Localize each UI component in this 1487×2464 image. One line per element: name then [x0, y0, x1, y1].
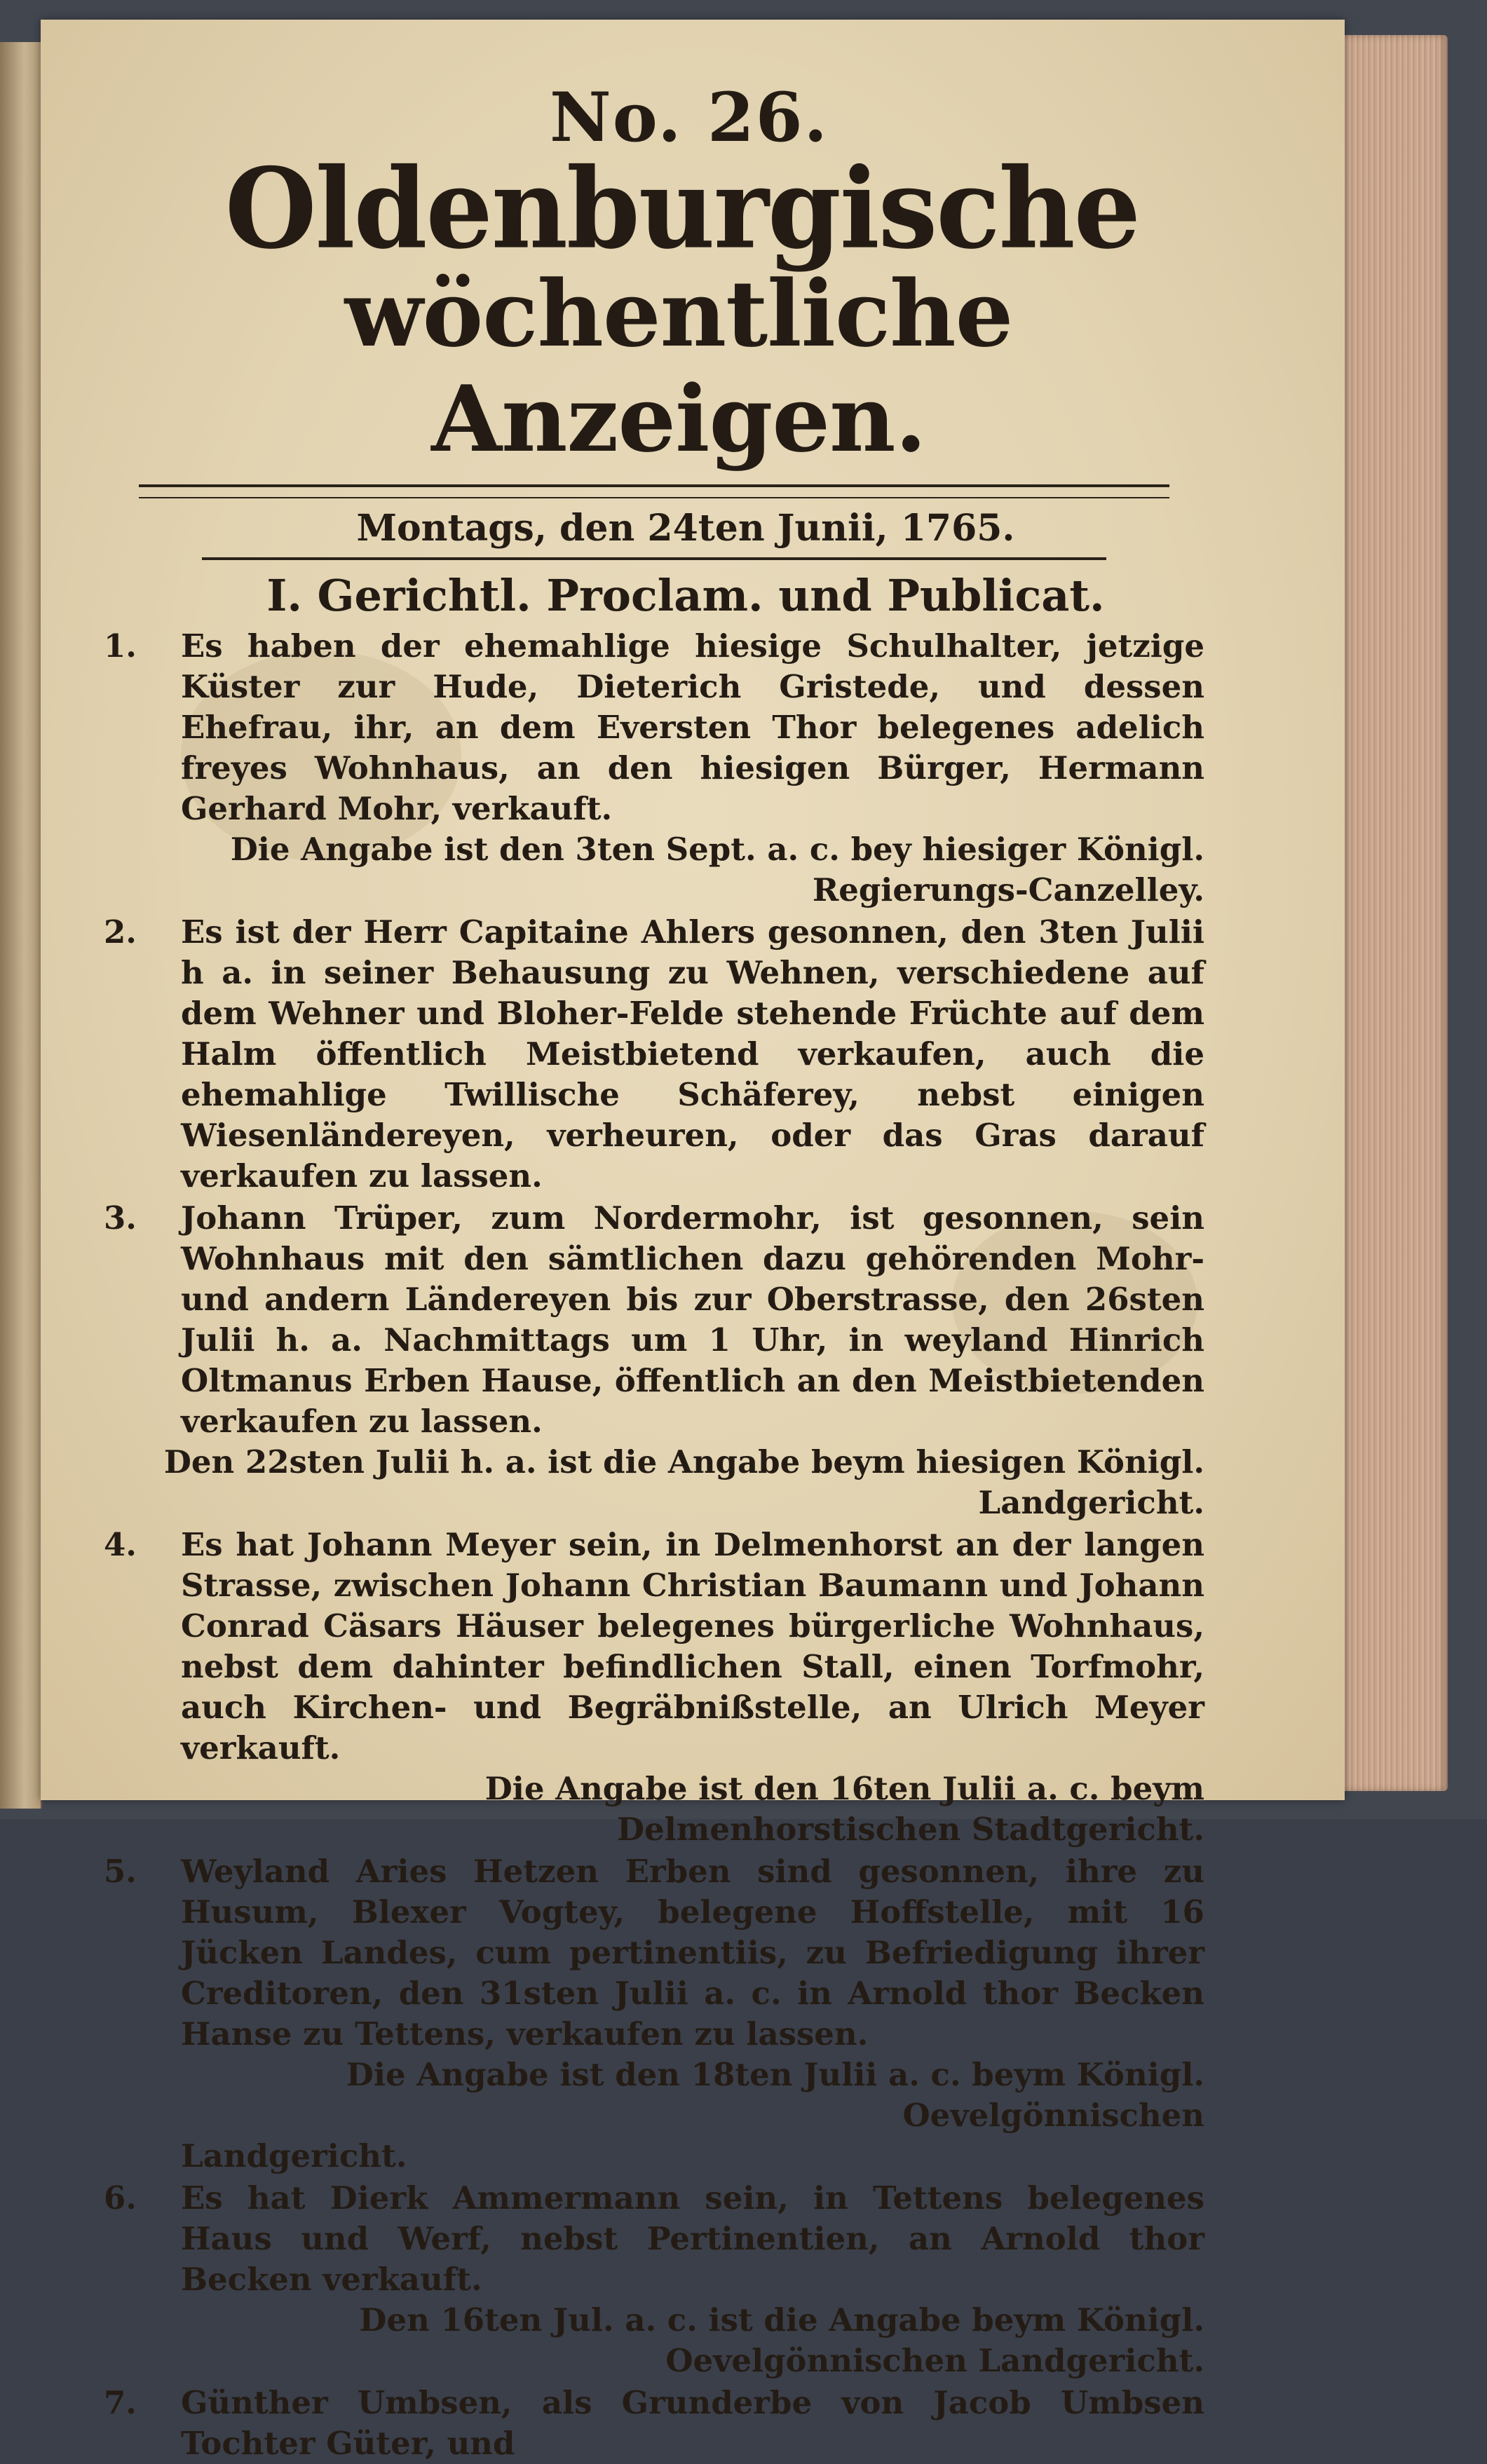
- announcement-entry: [104, 1198, 1204, 1442]
- announcement-entry: [104, 626, 1204, 829]
- entry-number: 3.: [104, 1199, 137, 1237]
- previous-page-edge: [0, 42, 42, 1809]
- date-rule: [202, 557, 1106, 560]
- announcement-entry: [104, 2383, 1204, 2464]
- section-heading: I. Gerichtl. Proclam. und Publicat.: [266, 570, 1105, 621]
- masthead-title-line2: wöchentliche Anzeigen.: [344, 260, 1013, 472]
- entry-text: Es hat Dierk Ammermann sein, in Tettens belegenes Haus und Werf, nebst Pertinentien, an Arnold thor Becken verkauft.: [181, 2179, 1204, 2298]
- entry-note: Die Angabe ist den 16ten Julii a. c. beym Delmenhorstischen Stadtgericht.: [484, 1770, 1204, 1848]
- entry-note-continued: Landgericht.: [181, 2137, 407, 2174]
- entry-note: Die Angabe ist den 18ten Julii a. c. beym Königl. Oevelgönnischen: [346, 2056, 1204, 2134]
- entry-note: Den 16ten Jul. a. c. ist die Angabe beym Königl. Oevelgönnischen Landgericht.: [359, 2301, 1204, 2379]
- page-content: [104, 79, 1204, 2464]
- page-block-edges: [1343, 35, 1448, 1791]
- announcement-entry: [104, 1851, 1204, 2055]
- entry-text: Johann Trüper, zum Nordermohr, ist gesonnen, sein Wohnhaus mit den sämtlichen dazu gehörenden Mohr- und andern Ländereyen bis zur Oberstrasse, den 26sten Julii h. a. Nachmittags um 1 Uhr, in weyland Hinrich Oltmanus Erben Hause, öffentlich an den Meistbietenden verkaufen zu lassen.: [181, 1199, 1204, 1440]
- entry-text: Weyland Aries Hetzen Erben sind gesonnen, ihre zu Husum, Blexer Vogtey, belegene Hoffstelle, mit 16 Jücken Landes, cum pertinentiis, zu Befriedigung ihrer Creditoren, den 31sten Julii a. c. in Arnold thor Becken Hanse zu Tettens, verkaufen zu lassen.: [181, 1853, 1204, 2053]
- entry-text: Es haben der ehemahlige hiesige Schulhalter, jetzige Küster zur Hude, Dieterich Gristede, und dessen Ehefrau, ihr, an dem Eversten Thor belegenes adelich freyes Wohnhaus, an den hiesigen Bürger, Hermann Gerhard Mohr, verkauft.: [181, 627, 1204, 827]
- entry-number: 2.: [104, 913, 137, 951]
- entry-number: 6.: [104, 2179, 137, 2217]
- announcement-entry: [104, 2178, 1204, 2300]
- entry-note: Den 22sten Julii h. a. ist die Angabe beym hiesigen Königl. Landgericht.: [163, 1443, 1204, 1521]
- entry-text: Es ist der Herr Capitaine Ahlers gesonnen, den 3ten Julii h a. in seiner Behausung zu Wehnen, verschiedene auf dem Wehner und Bloher-Felde stehende Früchte auf dem Halm öffentlich Meistbietend verkaufen, auch die ehemahlige Twillische Schäferey, nebst einigen Wiesenländereyen, verheuren, oder das Gras darauf verkaufen zu lassen.: [181, 913, 1204, 1194]
- newspaper-page: [41, 20, 1345, 2462]
- announcement-entry: [104, 912, 1204, 1197]
- entry-note: Die Angabe ist den 3ten Sept. a. c. bey hiesiger Königl. Regierungs-Canzelley.: [230, 831, 1204, 908]
- entry-text: Günther Umbsen, als Grunderbe von Jacob Umbsen Tochter Güter, und: [181, 2384, 1204, 2462]
- entry-text: Es hat Johann Meyer sein, in Delmenhorst an der langen Strasse, zwischen Johann Christian Baumann und Johann Conrad Cäsars Häuser belegenes bürgerliche Wohnhaus, nebst dem dahinter befindlichen Stall, einen Torfmohr, auch Kirchen- und Begräbnißstelle, an Ulrich Meyer verkauft.: [181, 1526, 1204, 1767]
- masthead-title-line1: Oldenburgische: [224, 144, 1140, 274]
- entry-number: 5.: [104, 1853, 137, 1890]
- issue-date: Montags, den 24ten Junii, 1765.: [356, 507, 1015, 550]
- entry-number: 7.: [104, 2384, 137, 2421]
- entry-number: 4.: [104, 1526, 137, 1563]
- issue-number: No. 26.: [550, 78, 829, 157]
- entry-number: 1.: [104, 627, 137, 665]
- masthead-double-rule: [139, 484, 1169, 498]
- announcement-entry: [104, 1525, 1204, 1769]
